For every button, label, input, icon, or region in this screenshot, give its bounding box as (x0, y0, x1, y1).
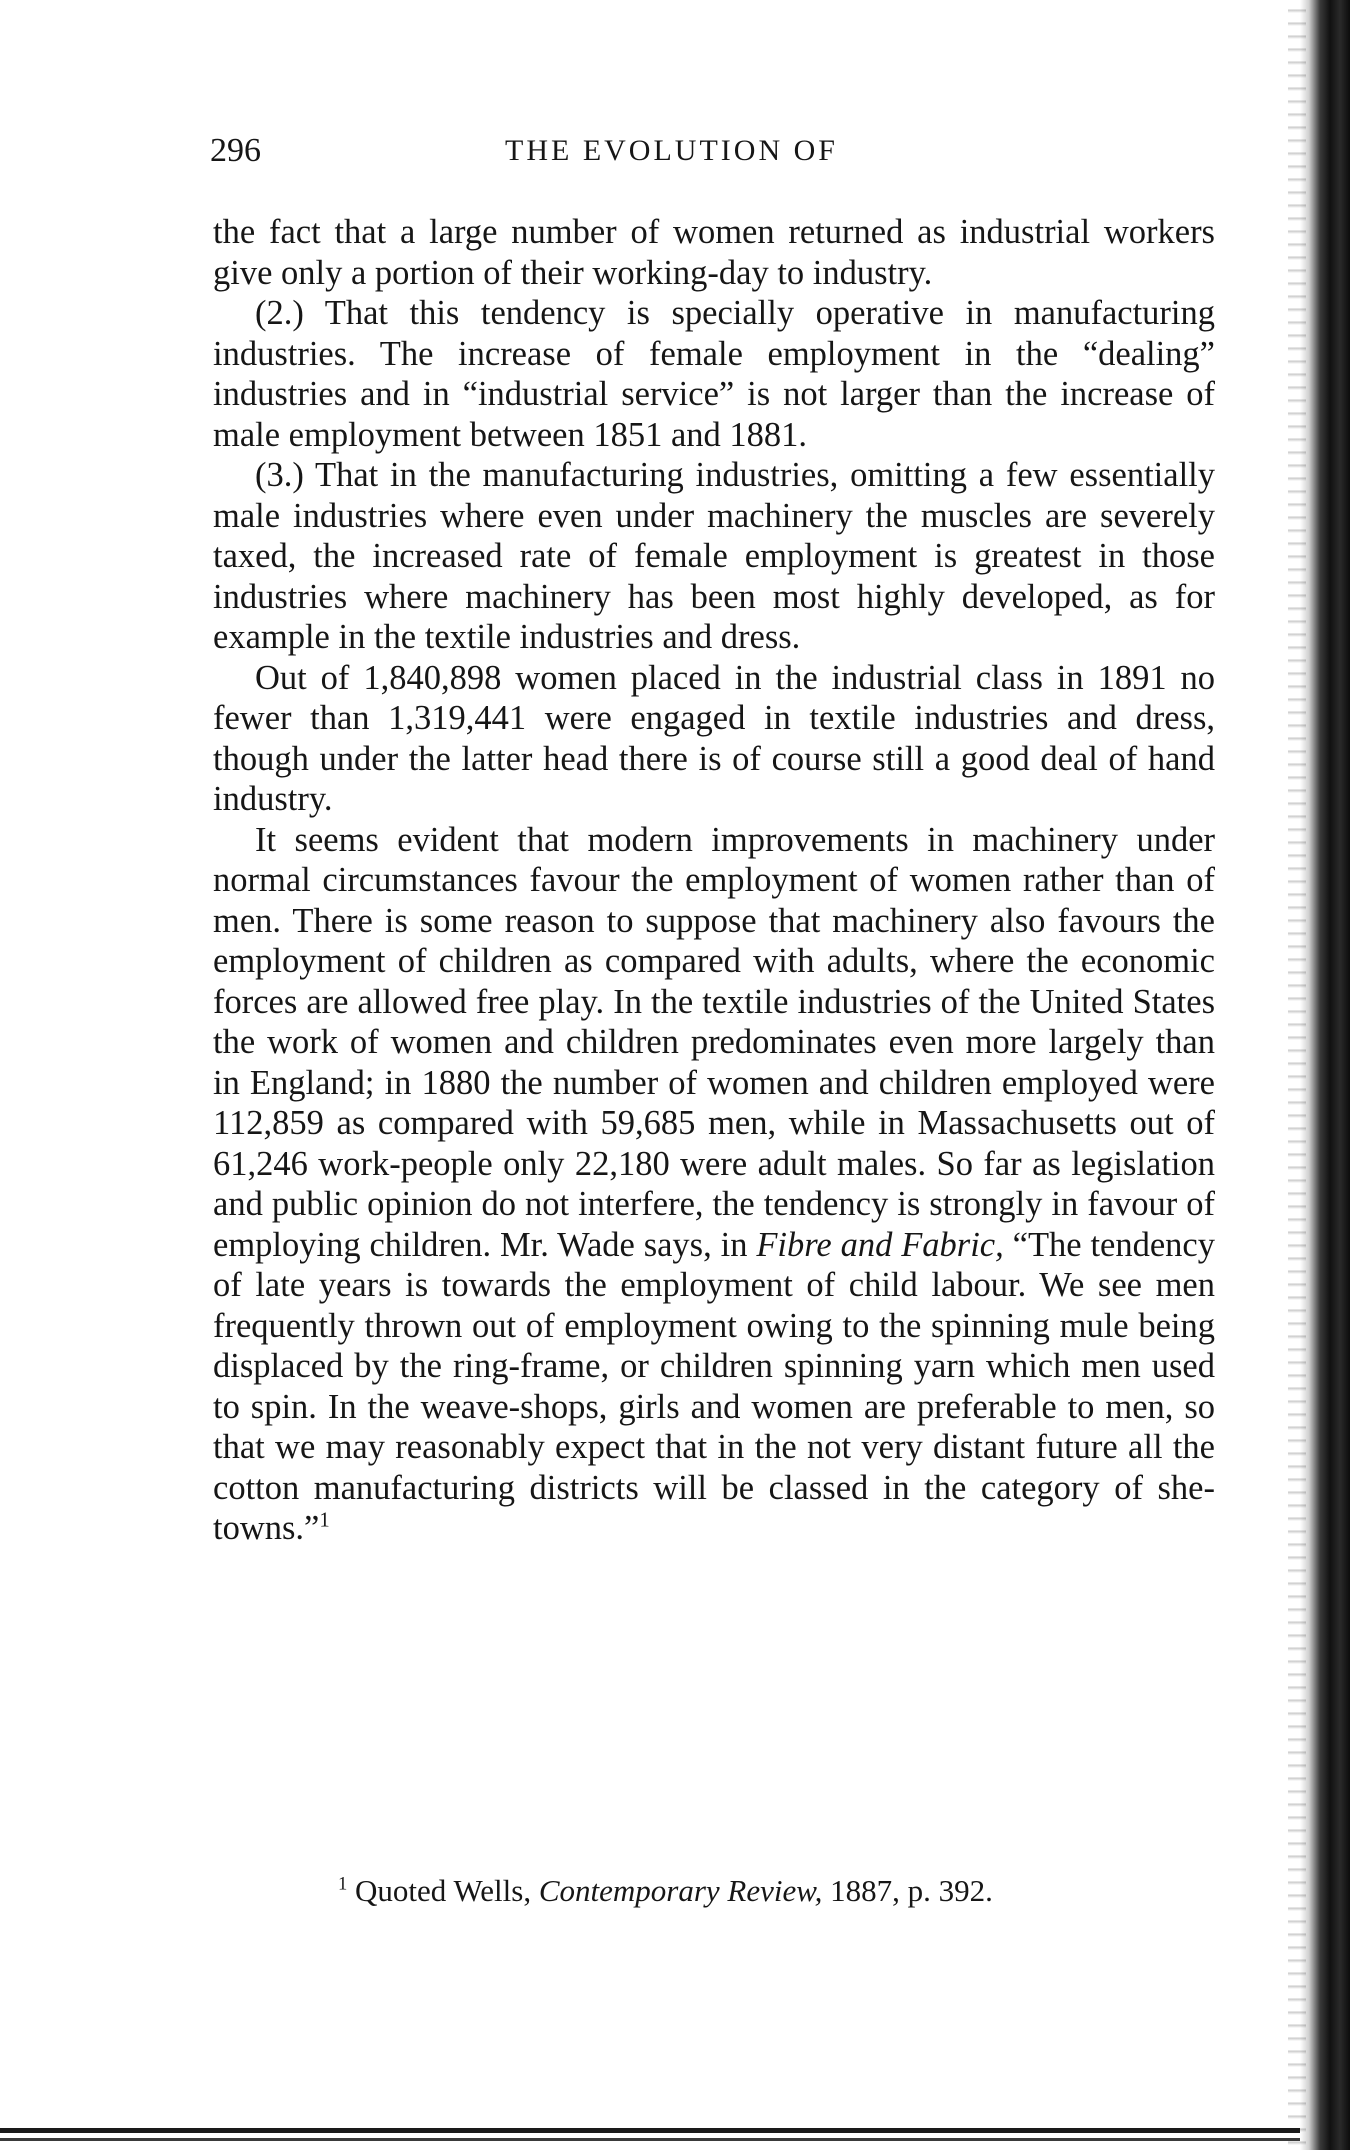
footnote-reference: 1 (319, 1509, 330, 1532)
binding-edge (1300, 0, 1350, 2150)
book-title-fibre-and-fabric: Fibre and Fabric, (756, 1225, 1004, 1264)
bottom-scan-edge-2 (0, 2138, 1300, 2141)
running-title: THE EVOLUTION OF (505, 134, 838, 167)
bottom-scan-edge (0, 2128, 1300, 2133)
paragraph-3: (3.) That in the manufacturing industries, omitting a few essentially male industries where even under machinery the muscles are severely taxed, the increased rate of female employment is greatest in those industries where machinery has been most highly developed, as for example in the textile industries and dress. (213, 456, 1215, 656)
binding-edge-texture (1288, 0, 1306, 2150)
footnote-source-title: Contemporary Review, (538, 1873, 823, 1908)
paragraph-2: (2.) That this tendency is specially operative in manufacturing industries. The increase of female employment in the “dealing” industries and in “industrial service” is not larger than the increase of male employment between 1851 and 1881. (213, 294, 1215, 454)
footnote-marker: 1 (338, 1873, 348, 1895)
paragraph-5-text-b: “The tendency of late years is towards the employment of child labour. We see men frequently thrown out of employment owing to the spinning mule being displaced by the ring-frame, or children spinning yarn which men used to spin. In the weave-shops, girls and women are preferable to men, so that we may reasonably expect that in the not very distant future all the cotton manufacturing districts will be classed in the category of she-towns.” (213, 1225, 1215, 1547)
paragraph-1: the fact that a large number of women returned as industrial workers give only a portion of their working-day to industry. (213, 213, 1215, 292)
body-text (213, 212, 1215, 1549)
footnote-prefix: Quoted Wells, (347, 1873, 539, 1908)
paragraph-5 (213, 820, 1215, 1549)
paragraph-4: Out of 1,840,898 women placed in the industrial class in 1891 no fewer than 1,319,441 were engaged in textile industries and dress, though under the latter head there is of course still a good deal of hand industry. (213, 658, 1215, 818)
page-number: 296 (210, 132, 261, 169)
running-head (210, 132, 1220, 182)
footnote (338, 1872, 1158, 1910)
paragraph-5-text-a: It seems evident that modern improvements in machinery under normal circumstances favour the employment of women rather than of men. There is some reason to suppose that machinery also favours the employment of children as compared with adults, where the economic forces are allowed free play. In the textile industries of the United States the work of women and children predominates even more largely than in England; in 1880 the number of women and children employed were 112,859 as compared with 59,685 men, while in Massachusetts out of 61,246 work-people only 22,180 were adult males. So far as legislation and public opinion do not interfere, the tendency is strongly in favour of employing children. Mr. Wade says, in (213, 820, 1215, 1264)
footnote-suffix: 1887, p. 392. (822, 1873, 993, 1908)
